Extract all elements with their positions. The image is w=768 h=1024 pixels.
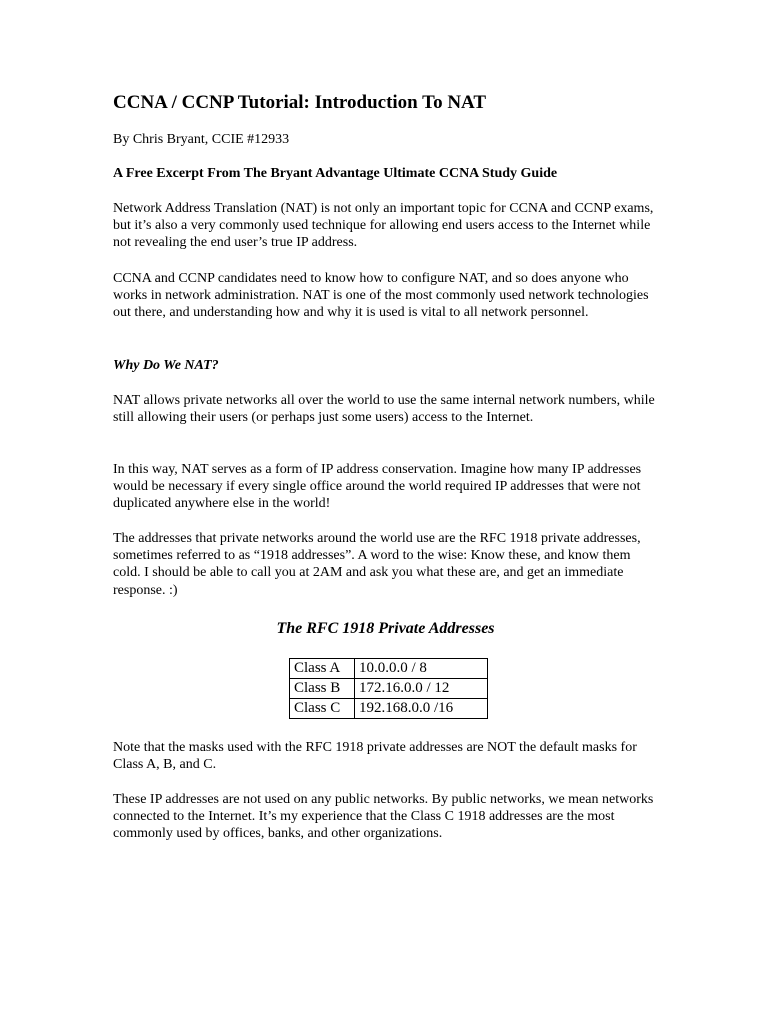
table-row	[290, 679, 488, 699]
table-row	[290, 699, 488, 719]
document-subtitle: A Free Excerpt From The Bryant Advantage Ultimate CCNA Study Guide	[113, 166, 558, 181]
rfc1918-table	[289, 658, 488, 719]
table-row	[290, 659, 488, 679]
table-title: The RFC 1918 Private Addresses	[276, 620, 495, 637]
paragraph-intro: Network Address Translation (NAT) is not only an important topic for CCNA and CCNP exams, but it’s also a very commonly used technique for allowing end users access to the Internet while not revealing the end user’s true IP address.	[113, 201, 654, 251]
paragraph-nat-allows: NAT allows private networks all over the world to use the same internal network numbers, while still allowing their users (or perhaps just some users) access to the Internet.	[113, 393, 655, 426]
table-cell-class: Class A	[290, 659, 355, 679]
paragraph-conservation: In this way, NAT serves as a form of IP address conservation. Imagine how many IP addresses would be necessary if every single office around the world required IP addresses that were not duplicated anywhere else in the world!	[113, 462, 642, 512]
paragraph-rfc1918: The addresses that private networks around the world use are the RFC 1918 private addresses, sometimes referred to as “1918 addresses”. A word to the wise: Know these, and know them cold. I should be able to call you at 2AM and ask you what these are, and get an immediate response. :)	[113, 531, 641, 598]
table-cell-class: Class C	[290, 699, 355, 719]
table-cell-class: Class B	[290, 679, 355, 699]
table-cell-range: 192.168.0.0 /16	[355, 699, 488, 719]
section-heading: Why Do We NAT?	[113, 358, 219, 373]
table-cell-range: 10.0.0.0 / 8	[355, 659, 488, 679]
document-title: CCNA / CCNP Tutorial: Introduction To NAT	[113, 92, 487, 113]
table-cell-range: 172.16.0.0 / 12	[355, 679, 488, 699]
paragraph-candidates: CCNA and CCNP candidates need to know how to configure NAT, and so does anyone who works in network administration. NAT is one of the most commonly used network technologies out there, and understanding how and why it is used is vital to all network personnel.	[113, 271, 649, 321]
paragraph-public-networks: These IP addresses are not used on any public networks. By public networks, we mean networks connected to the Internet. It’s my experience that the Class C 1918 addresses are the most commonly used by offices, banks, and other organizations.	[113, 792, 654, 842]
author-byline: By Chris Bryant, CCIE #12933	[113, 132, 290, 147]
paragraph-masks-note: Note that the masks used with the RFC 1918 private addresses are NOT the default masks for Class A, B, and C.	[113, 740, 637, 773]
